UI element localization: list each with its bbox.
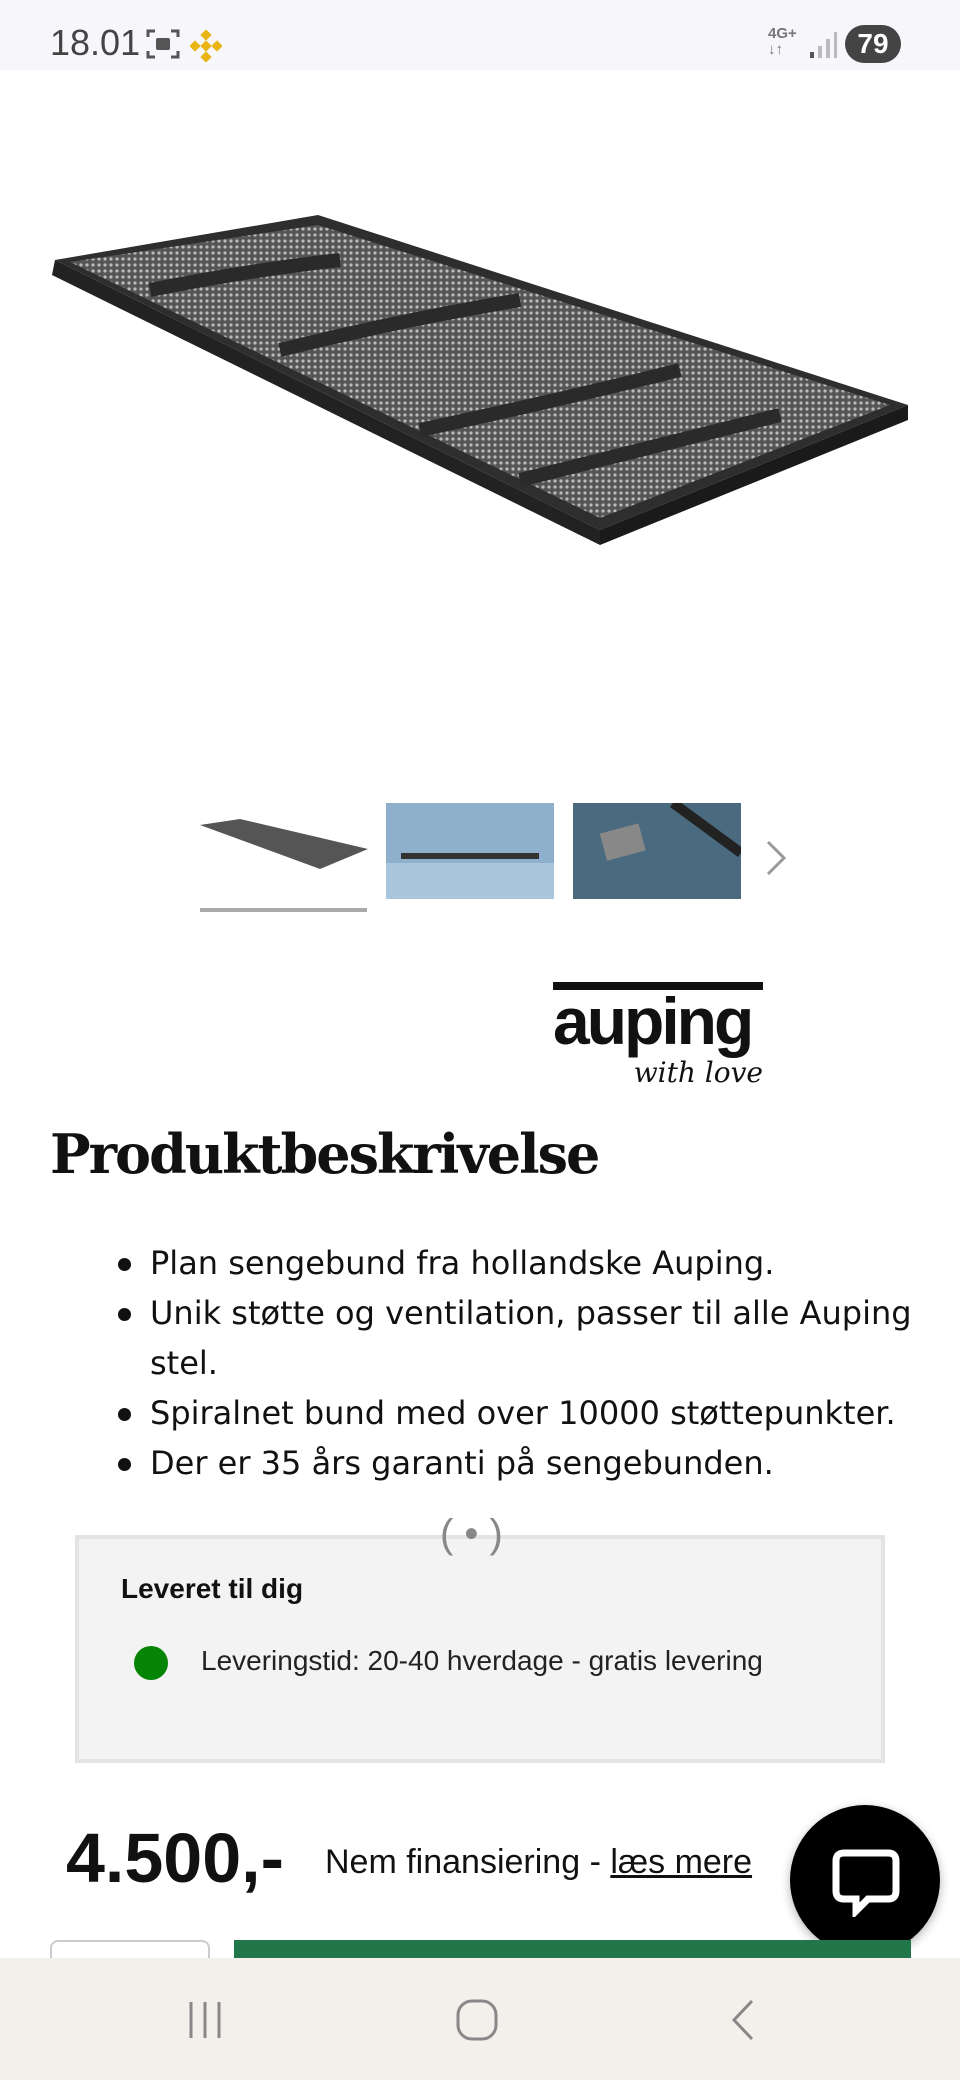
thumbnail-3[interactable] (573, 803, 741, 899)
logo-tagline: with love (633, 1056, 763, 1089)
chat-button[interactable] (790, 1805, 940, 1955)
product-image[interactable] (0, 70, 960, 770)
back-icon[interactable] (728, 1998, 758, 2042)
network-indicator: 4G+ ↓↑ (768, 25, 797, 58)
home-icon[interactable] (455, 1998, 499, 2042)
loading-indicator: ( • ) (440, 1512, 503, 1556)
financing-label: Nem finansiering - (325, 1843, 611, 1881)
list-item: Plan sengebund fra hollandske Auping. (150, 1238, 930, 1288)
signal-icon (808, 30, 838, 60)
status-bar (0, 0, 960, 70)
thumbnail-1[interactable] (200, 803, 368, 899)
description-list (150, 1238, 930, 1488)
recent-apps-icon[interactable] (185, 2000, 225, 2040)
screenshot-icon (146, 28, 180, 60)
delivery-time: Leveringstid: 20-40 hverdage - gratis levering (201, 1645, 763, 1676)
chevron-right-icon[interactable] (760, 838, 790, 878)
clock: 18.01 (50, 22, 141, 63)
price: 4.500,- (66, 1819, 284, 1897)
delivery-title: Leveret til dig (121, 1573, 304, 1604)
battery-indicator: 79 (845, 25, 901, 63)
list-item: Unik støtte og ventilation, passer til alle Auping stel. (150, 1288, 930, 1388)
financing-link[interactable]: læs mere (610, 1843, 753, 1881)
delivery-info-box (75, 1535, 885, 1763)
list-item: Spiralnet bund med over 10000 støttepunkter. (150, 1388, 930, 1438)
logo-wordmark: auping (553, 982, 763, 1052)
system-nav-bar (0, 1958, 960, 2080)
thumbnail-2[interactable] (386, 803, 554, 899)
financing-text (325, 1843, 752, 1882)
network-type: 4G+ (768, 25, 797, 42)
status-dot-icon (134, 1646, 168, 1680)
active-thumbnail-indicator (200, 908, 367, 912)
binance-icon (190, 30, 222, 62)
chat-icon (830, 1845, 902, 1917)
auping-logo (553, 982, 763, 1089)
list-item: Der er 35 års garanti på sengebunden. (150, 1438, 930, 1488)
page-title: Produktbeskrivelse (50, 1122, 599, 1186)
